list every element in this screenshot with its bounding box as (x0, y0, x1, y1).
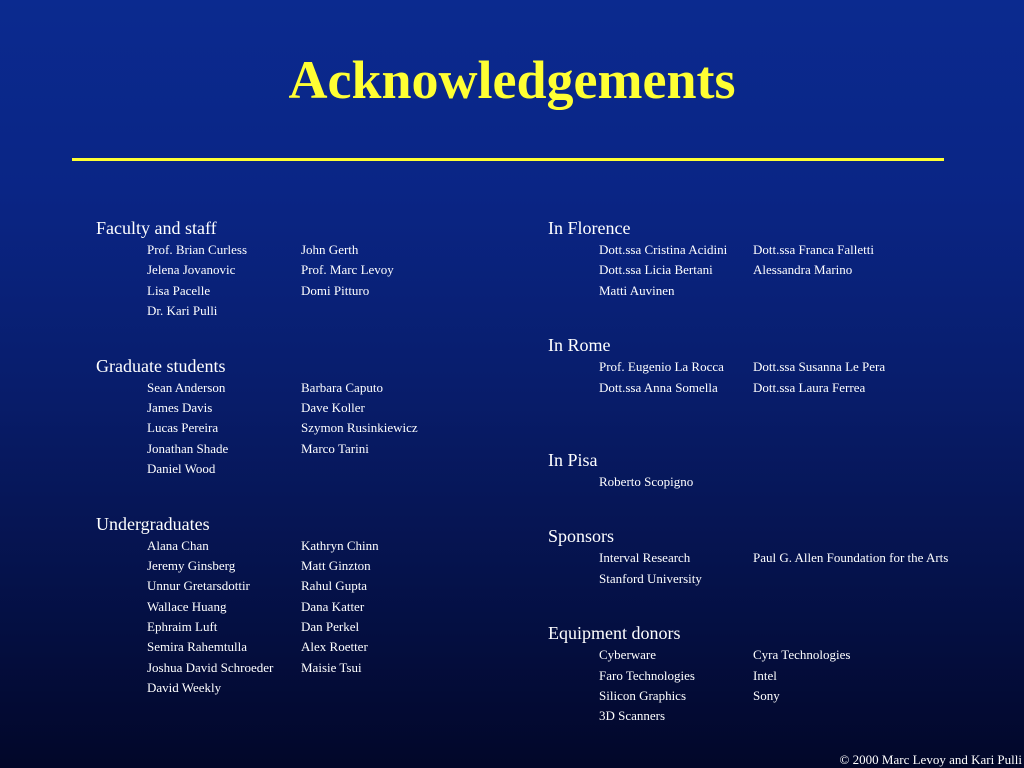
name: Dott.ssa Licia Bertani (599, 262, 713, 278)
name: Prof. Marc Levoy (301, 262, 394, 278)
name: Paul G. Allen Foundation for the Arts (753, 550, 949, 566)
name: Dott.ssa Franca Falletti (753, 242, 874, 257)
name-row (599, 706, 948, 726)
name-row (599, 281, 948, 301)
name-row (147, 240, 418, 260)
name: Sony (753, 687, 780, 703)
name: Dana Katter (301, 598, 365, 614)
name: Sean Anderson (147, 379, 226, 395)
name-row (599, 378, 948, 398)
section-graduate-students (96, 354, 418, 480)
section-faculty-and-staff (96, 216, 418, 322)
name: Dan Perkel (301, 619, 360, 635)
name: Dott.ssa Anna Somella (599, 379, 718, 395)
name: Matti Auvinen (599, 282, 675, 298)
name: Alana Chan (147, 537, 209, 553)
name-list (147, 240, 418, 322)
section-heading: In Florence (548, 218, 631, 238)
name-row (599, 240, 948, 260)
name-row (147, 637, 418, 657)
name: Unnur Gretarsdottir (147, 578, 250, 594)
name-row (147, 281, 418, 301)
slide-title: Acknowledgements (288, 50, 736, 110)
name-row (599, 260, 948, 280)
name: Intel (753, 667, 777, 683)
name-row (599, 686, 948, 706)
section-heading: Equipment donors (548, 623, 681, 644)
name: Roberto Scopigno (599, 473, 694, 489)
section-heading: Faculty and staff (96, 218, 217, 238)
name: Prof. Eugenio La Rocca (599, 359, 724, 375)
name: Stanford University (599, 570, 702, 586)
name-row (147, 597, 418, 617)
name: Marco Tarini (301, 440, 369, 456)
name-row (599, 645, 948, 665)
name-row (147, 576, 418, 596)
name: Jonathan Shade (147, 440, 229, 456)
name-row (147, 439, 418, 459)
name-row (147, 398, 418, 418)
section-sponsors (548, 524, 948, 589)
name: Lisa Pacelle (147, 282, 211, 298)
name: Daniel Wood (147, 461, 216, 477)
name-row (147, 459, 418, 479)
name: James Davis (147, 399, 213, 415)
name: Dott.ssa Laura Ferrea (753, 379, 866, 395)
name-list (147, 536, 418, 699)
name: Dave Koller (301, 399, 365, 415)
name: John Gerth (301, 242, 359, 257)
name: Domi Pitturo (301, 282, 370, 298)
name: Kathryn Chinn (301, 537, 379, 553)
name: Alex Roetter (301, 639, 368, 655)
name: Interval Research (599, 550, 691, 566)
name: Rahul Gupta (301, 578, 368, 594)
name-row (147, 378, 418, 398)
name: Lucas Pereira (147, 420, 219, 436)
section-heading: In Rome (548, 335, 611, 356)
right-column (548, 216, 948, 745)
name: David Weekly (147, 680, 222, 696)
name: Semira Rahemtulla (147, 639, 248, 655)
name-list (599, 645, 948, 727)
name: Maisie Tsui (301, 659, 362, 675)
name: Prof. Brian Curless (147, 242, 248, 257)
name-row (147, 658, 418, 678)
name-row (147, 678, 418, 698)
name: Dr. Kari Pulli (147, 303, 218, 319)
name-row (147, 556, 418, 576)
name: Dott.ssa Cristina Acidini (599, 242, 728, 257)
name-list (599, 240, 948, 301)
title-underline (72, 158, 944, 161)
name-row (599, 548, 948, 568)
name: Faro Technologies (599, 667, 695, 683)
name: Cyra Technologies (753, 647, 851, 663)
name: Szymon Rusinkiewicz (301, 420, 418, 436)
name-list (599, 357, 948, 398)
name: Joshua David Schroeder (147, 659, 274, 675)
section-heading: Undergraduates (96, 513, 210, 534)
section-equipment-donors (548, 621, 948, 727)
name-row (147, 301, 418, 321)
section-heading: Graduate students (96, 355, 226, 376)
name: Jelena Jovanovic (147, 262, 236, 278)
name-list (147, 378, 418, 480)
name: Dott.ssa Susanna Le Pera (753, 359, 886, 375)
name-row (599, 666, 948, 686)
name: Ephraim Luft (147, 619, 218, 635)
section-undergraduates (96, 512, 418, 699)
section-in-pisa (548, 448, 948, 492)
section-heading: Sponsors (548, 526, 615, 547)
section-heading: In Pisa (548, 449, 598, 470)
left-column (96, 216, 418, 717)
name-row (599, 357, 948, 377)
name-row (599, 472, 948, 492)
name: Matt Ginzton (301, 557, 371, 573)
name-list (599, 548, 948, 589)
name-row (147, 617, 418, 637)
name: Silicon Graphics (599, 687, 687, 703)
name: Alessandra Marino (753, 262, 853, 278)
name: 3D Scanners (599, 708, 666, 724)
name-row (147, 418, 418, 438)
name: Barbara Caputo (301, 379, 383, 395)
section-in-florence (548, 216, 948, 301)
copyright-footer: © 2000 Marc Levoy and Kari Pulli (839, 752, 1022, 767)
name: Cyberware (599, 647, 657, 663)
name-list (599, 472, 948, 492)
name-row (147, 536, 418, 556)
name-row (599, 569, 948, 589)
section-in-rome (548, 333, 948, 398)
name: Wallace Huang (147, 598, 227, 614)
name: Jeremy Ginsberg (147, 557, 236, 573)
name-row (147, 260, 418, 280)
